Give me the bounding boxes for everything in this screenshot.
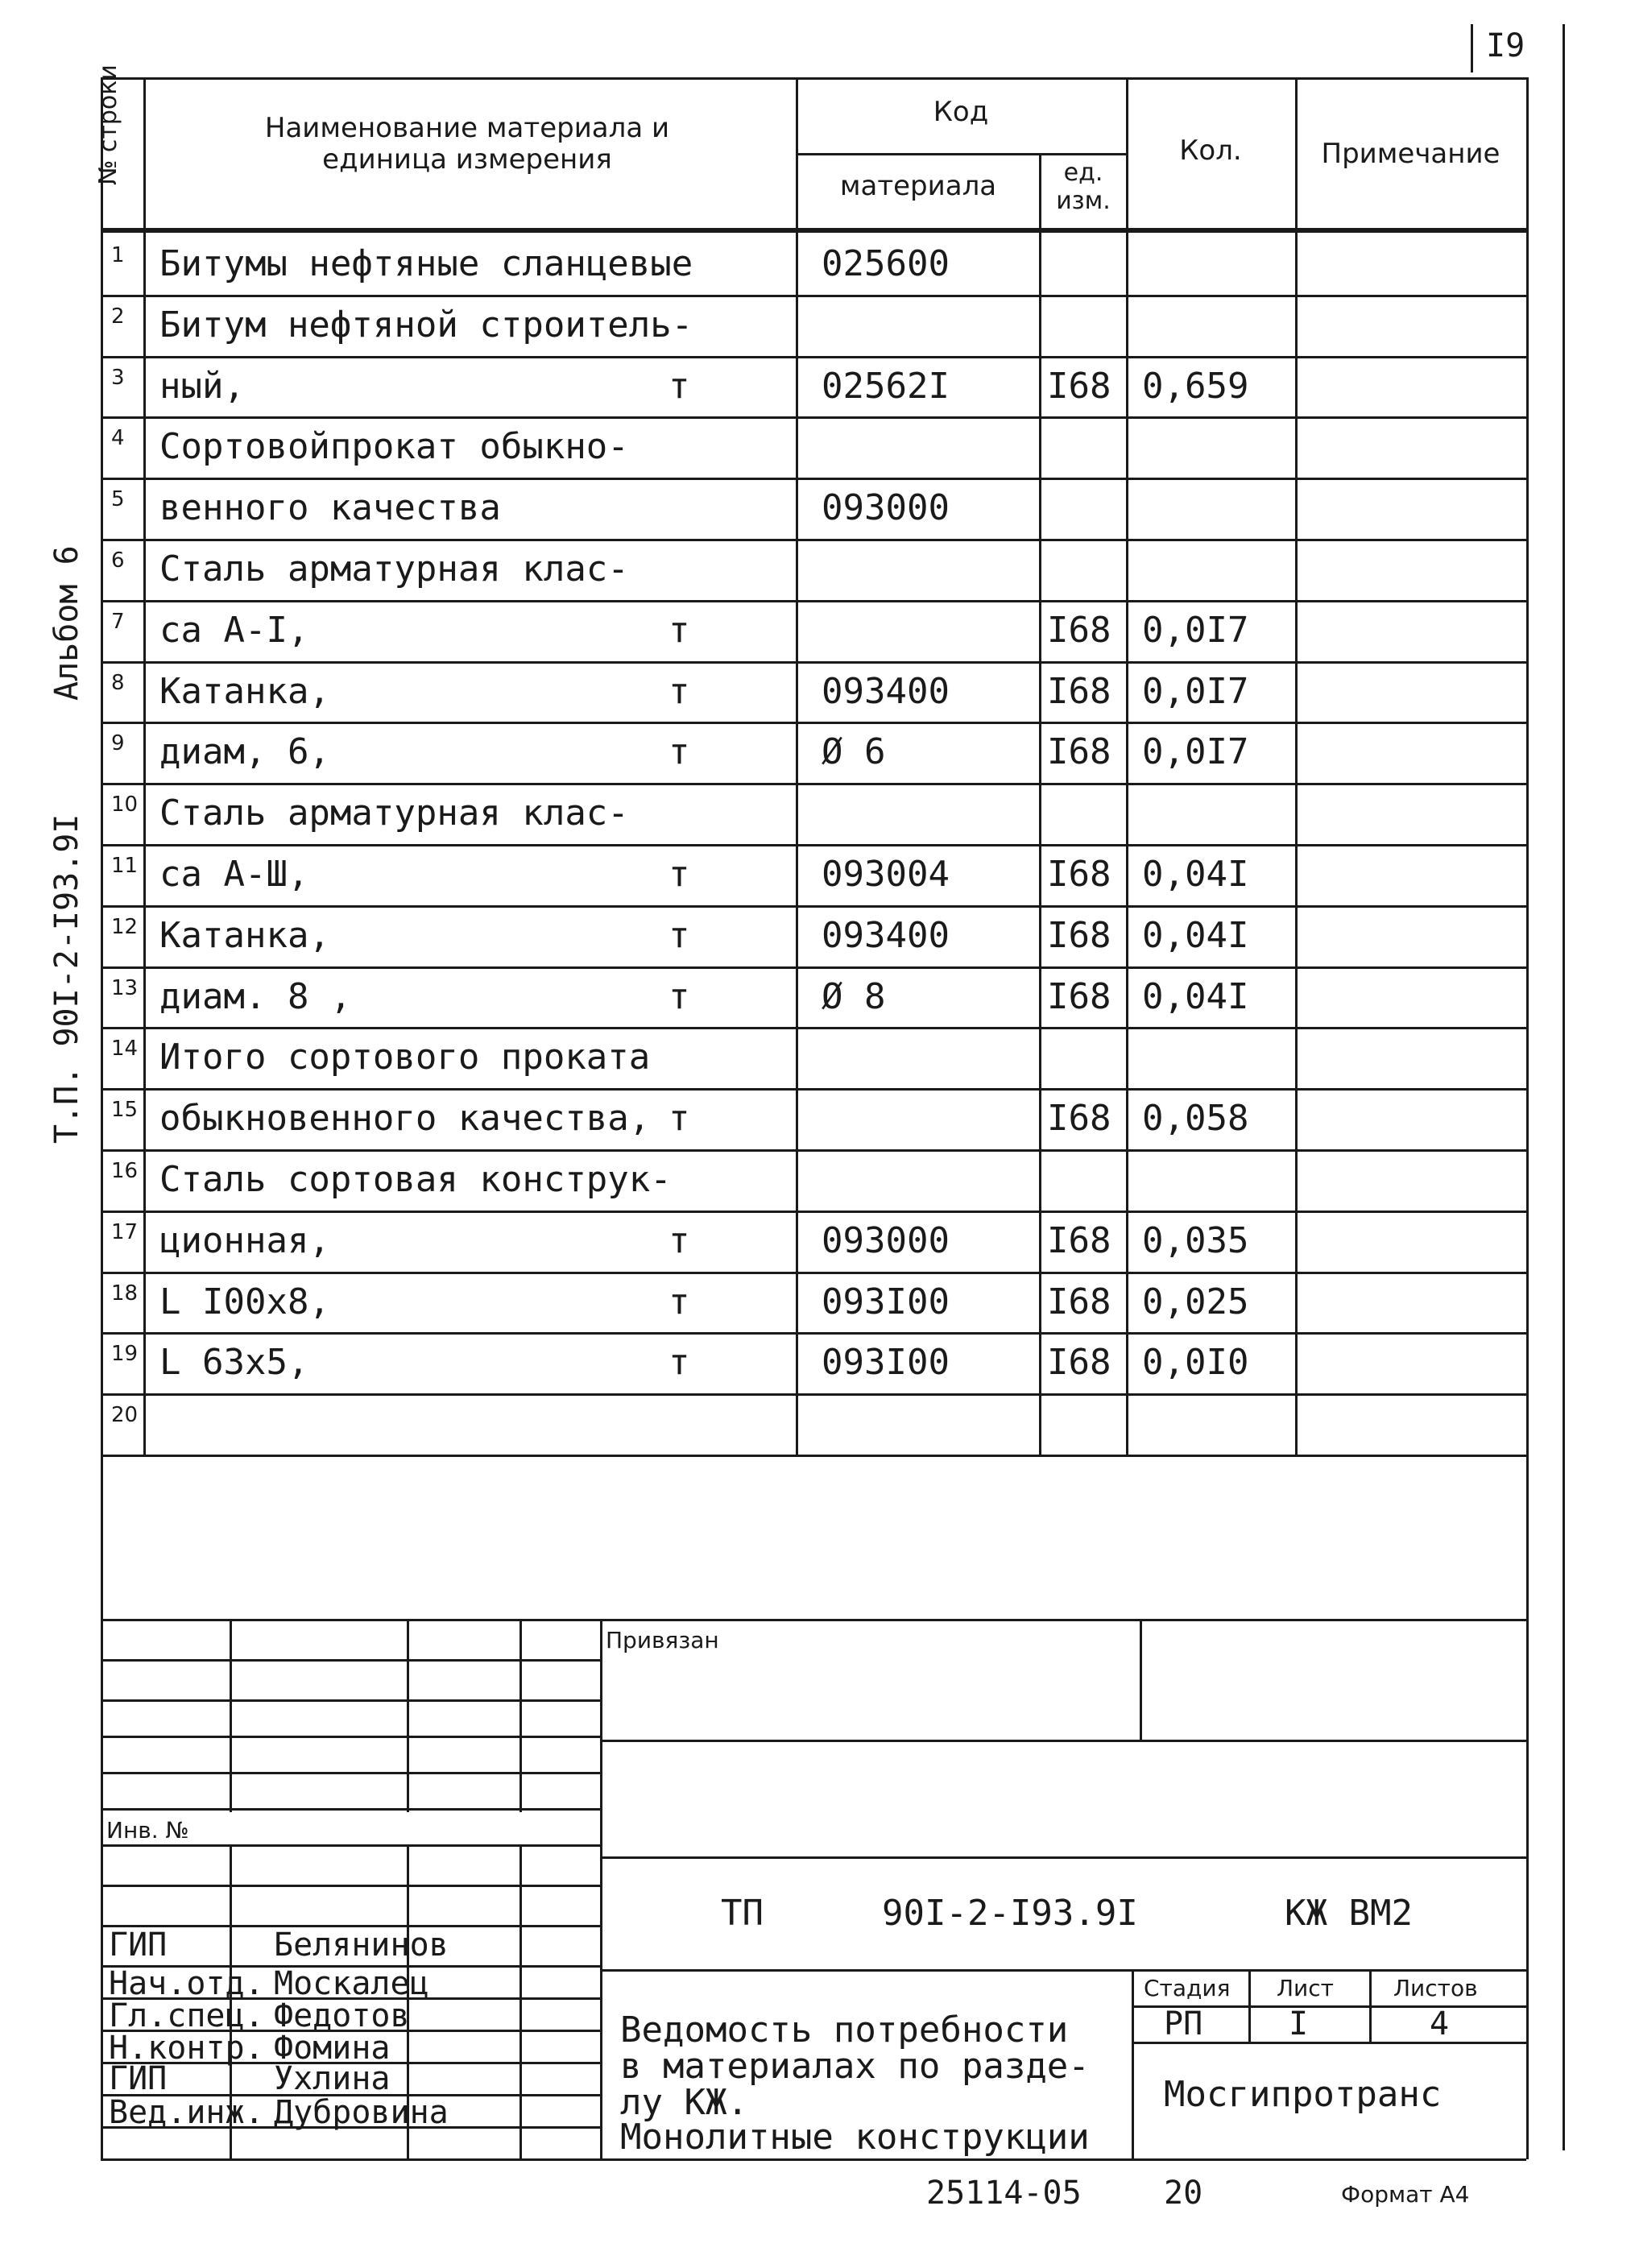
row-unit-code: I68 xyxy=(1047,670,1111,712)
doc-mark: КЖ ВМ2 xyxy=(1285,1893,1413,1934)
row-number: 1 xyxy=(111,243,125,267)
row-number: 17 xyxy=(111,1219,139,1244)
signer-name: Белянинов xyxy=(274,1927,449,1964)
header-note: Примечание xyxy=(1321,138,1500,170)
row-unit-letter: т xyxy=(668,670,690,712)
row-quantity: 0,025 xyxy=(1142,1281,1249,1322)
frame-right-outer xyxy=(1563,24,1565,2150)
row-unit-letter: т xyxy=(668,609,690,651)
col-code-line xyxy=(796,77,798,1455)
sheet-label: Лист xyxy=(1277,1975,1334,2001)
signer-name: Дубровина xyxy=(274,2094,449,2131)
row-material-code: 093000 xyxy=(822,1219,950,1261)
row-number: 6 xyxy=(111,548,125,573)
row-material-code: 093400 xyxy=(822,670,950,712)
row-name: са А-I, xyxy=(159,609,309,651)
title-line-1: Ведомость потребности xyxy=(620,2009,1069,2051)
header-qty: Кол. xyxy=(1179,135,1242,167)
signer-name: Федотов xyxy=(274,1997,410,2034)
row-number: 14 xyxy=(111,1037,139,1062)
inv-label: Инв. № xyxy=(106,1817,189,1844)
row-divider xyxy=(101,1332,1526,1335)
row-name: Катанка, xyxy=(159,914,330,956)
album-label: Альбом 6 xyxy=(48,545,85,701)
row-number: 3 xyxy=(111,365,125,390)
title-top xyxy=(600,1969,1526,1972)
doc-code: 90I-2-I93.9I xyxy=(882,1893,1138,1934)
row-divider xyxy=(101,600,1526,602)
stamp-grid-row xyxy=(101,1844,600,1847)
frame-right xyxy=(1526,77,1529,2159)
row-divider xyxy=(101,1211,1526,1213)
row-divider xyxy=(101,539,1526,541)
row-unit-letter: т xyxy=(668,854,690,895)
row-number: 19 xyxy=(111,1342,139,1367)
stamp-grid-row xyxy=(101,1808,600,1811)
stamp-grid-row xyxy=(101,1885,600,1887)
row-name: диам, 6, xyxy=(159,731,330,773)
row-quantity: 0,0I7 xyxy=(1142,670,1249,712)
row-material-code: 093I00 xyxy=(822,1281,950,1322)
row-quantity: 0,0I7 xyxy=(1142,609,1249,651)
row-number: 2 xyxy=(111,304,125,329)
row-name: са А-Ш, xyxy=(159,854,309,895)
header-rowno: № строки xyxy=(94,64,122,185)
row-unit-letter: т xyxy=(668,975,690,1017)
stage-label: Стадия xyxy=(1144,1975,1231,2001)
row-divider xyxy=(101,844,1526,846)
row-unit-letter: т xyxy=(668,731,690,773)
frame-bottom xyxy=(101,2158,1526,2161)
row-number: 13 xyxy=(111,975,139,1000)
row-material-code: 093I00 xyxy=(822,1342,950,1384)
row-unit-code: I68 xyxy=(1047,1281,1111,1322)
row-name: Катанка, xyxy=(159,670,330,712)
row-quantity: 0,04I xyxy=(1142,975,1249,1017)
organization: Мосгипротранс xyxy=(1164,2074,1442,2115)
row-name: L I00x8, xyxy=(159,1281,330,1322)
stamp-grid-col xyxy=(519,1844,522,2158)
row-name: диам. 8 , xyxy=(159,975,352,1017)
row-material-code: Ø 8 xyxy=(822,975,886,1017)
doc-code-prefix: ТП xyxy=(721,1893,764,1934)
row-unit-code: I68 xyxy=(1047,975,1111,1017)
row-quantity: 0,0I0 xyxy=(1142,1342,1249,1384)
row-material-code: Ø 6 xyxy=(822,731,886,773)
stamp-grid-row xyxy=(101,1772,600,1774)
row-divider xyxy=(101,722,1526,724)
stamp-divider xyxy=(600,1619,602,2158)
frame-top xyxy=(101,77,1526,80)
doc-code-top xyxy=(600,1856,1526,1859)
row-number: 15 xyxy=(111,1098,139,1123)
sheet-value: I xyxy=(1289,2005,1309,2042)
row-divider xyxy=(101,783,1526,785)
table-bottom xyxy=(101,1455,1526,1457)
row-material-code: 025600 xyxy=(822,243,950,284)
row-name: обыкновенного качества, xyxy=(159,1098,651,1140)
row-divider xyxy=(101,295,1526,297)
row-unit-letter: т xyxy=(668,1342,690,1384)
row-divider xyxy=(101,966,1526,969)
row-number: 5 xyxy=(111,487,125,512)
col-note-line xyxy=(1295,77,1298,1455)
row-unit-code: I68 xyxy=(1047,854,1111,895)
row-name: ный, xyxy=(159,365,245,407)
row-divider xyxy=(101,1088,1526,1091)
header-name: Наименование материала и единица измерения xyxy=(264,112,670,176)
sheet-number-border xyxy=(1471,24,1473,72)
row-divider xyxy=(101,416,1526,419)
col-rowno-line xyxy=(143,77,146,1455)
row-number: 10 xyxy=(111,793,139,817)
row-divider xyxy=(101,356,1526,358)
row-unit-code: I68 xyxy=(1047,731,1111,773)
row-divider xyxy=(101,1149,1526,1152)
format-label: Формат А4 xyxy=(1341,2181,1470,2208)
row-divider xyxy=(101,478,1526,480)
header-material: материала xyxy=(839,170,997,202)
signer-role: ГИП xyxy=(109,2060,168,2097)
frame-left xyxy=(101,77,103,2159)
row-unit-code: I68 xyxy=(1047,1342,1111,1384)
row-unit-letter: т xyxy=(668,914,690,956)
row-unit-letter: т xyxy=(668,365,690,407)
title-divider xyxy=(1132,1969,1134,2158)
signer-name: Ухлина xyxy=(274,2060,391,2097)
row-quantity: 0,035 xyxy=(1142,1219,1249,1261)
row-name: L 63x5, xyxy=(159,1342,309,1384)
row-number: 18 xyxy=(111,1281,139,1306)
row-unit-code: I68 xyxy=(1047,365,1111,407)
row-number: 7 xyxy=(111,609,125,634)
signer-name: Москалец xyxy=(274,1965,429,2002)
row-number: 4 xyxy=(111,426,125,451)
row-unit-code: I68 xyxy=(1047,1219,1111,1261)
row-quantity: 0,659 xyxy=(1142,365,1249,407)
row-divider xyxy=(101,1027,1526,1029)
title-line-2: в материалах по разде- xyxy=(620,2046,1090,2087)
row-name: Битум нефтяной строитель- xyxy=(159,304,693,346)
order-number: 25114-05 xyxy=(926,2175,1082,2212)
signer-role: Вед.инж. xyxy=(109,2094,264,2131)
stamp-grid-row xyxy=(101,1736,600,1738)
project-label: Т.П. 90I-2-I93.9I xyxy=(48,813,85,1144)
row-name: венного качества xyxy=(159,487,501,529)
header-unit: ед. изм. xyxy=(1056,159,1111,215)
row-name: Итого сортового проката xyxy=(159,1037,651,1078)
attached-label: Привязан xyxy=(606,1627,719,1653)
row-unit-letter: т xyxy=(668,1281,690,1322)
row-divider xyxy=(101,1272,1526,1274)
row-unit-code: I68 xyxy=(1047,609,1111,651)
sheets-value: 4 xyxy=(1430,2005,1450,2042)
page-number: 20 xyxy=(1164,2175,1203,2212)
title-line-4: Монолитные конструкции xyxy=(620,2117,1090,2158)
row-number: 8 xyxy=(111,670,125,695)
row-name: ционная, xyxy=(159,1219,330,1261)
row-unit-code: I68 xyxy=(1047,1098,1111,1140)
row-number: 9 xyxy=(111,731,125,756)
stage-sep-2 xyxy=(1369,1969,1372,2042)
row-quantity: 0,0I7 xyxy=(1142,731,1249,773)
sheets-label: Листов xyxy=(1393,1975,1478,2001)
stamp-grid-col xyxy=(519,1619,522,1812)
row-unit-letter: т xyxy=(668,1098,690,1140)
signer-role: Гл.спец. xyxy=(109,1997,264,2034)
stamp-grid-row xyxy=(101,1699,600,1702)
code-sub-line xyxy=(796,153,1126,155)
col-qty-line xyxy=(1126,77,1128,1455)
row-name: Сталь сортовая конструк- xyxy=(159,1159,672,1200)
signer-role: Нач.отд. xyxy=(109,1965,264,2002)
row-number: 11 xyxy=(111,854,139,878)
stage-sep-1 xyxy=(1248,1969,1251,2042)
signer-role: Н.контр. xyxy=(109,2030,264,2067)
row-unit-code: I68 xyxy=(1047,914,1111,956)
stamp-grid-col xyxy=(230,1619,232,1812)
row-quantity: 0,04I xyxy=(1142,914,1249,956)
row-number: 12 xyxy=(111,914,139,939)
header-code: Код xyxy=(933,96,989,128)
row-divider xyxy=(101,661,1526,664)
row-quantity: 0,058 xyxy=(1142,1098,1249,1140)
row-material-code: 02562I xyxy=(822,365,950,407)
row-material-code: 093400 xyxy=(822,914,950,956)
row-number: 16 xyxy=(111,1159,139,1183)
row-divider xyxy=(101,905,1526,908)
row-quantity: 0,04I xyxy=(1142,854,1249,895)
row-name: Сортовойпрокат обыкно- xyxy=(159,426,629,468)
col-unit-line xyxy=(1039,153,1041,1455)
row-divider xyxy=(101,1393,1526,1396)
stamp-grid-row xyxy=(101,1659,600,1662)
row-name: Сталь арматурная клас- xyxy=(159,548,629,590)
attached-bottom xyxy=(600,1740,1526,1742)
row-unit-letter: т xyxy=(668,1219,690,1261)
row-material-code: 093000 xyxy=(822,487,950,529)
attached-divider xyxy=(1140,1619,1142,1740)
sheet-number: I9 xyxy=(1486,27,1525,64)
row-material-code: 093004 xyxy=(822,854,950,895)
row-name: Сталь арматурная клас- xyxy=(159,793,629,834)
title-line-3: лу КЖ. xyxy=(620,2082,748,2123)
row-name: Битумы нефтяные сланцевые xyxy=(159,243,693,284)
row-number: 20 xyxy=(111,1403,139,1428)
header-bottom xyxy=(101,228,1526,233)
signer-role: ГИП xyxy=(109,1927,168,1964)
stamp-grid-col xyxy=(407,1619,409,1812)
signer-name: Фомина xyxy=(274,2030,391,2067)
stamp-top xyxy=(101,1619,1526,1621)
stage-value: РП xyxy=(1164,2005,1203,2042)
